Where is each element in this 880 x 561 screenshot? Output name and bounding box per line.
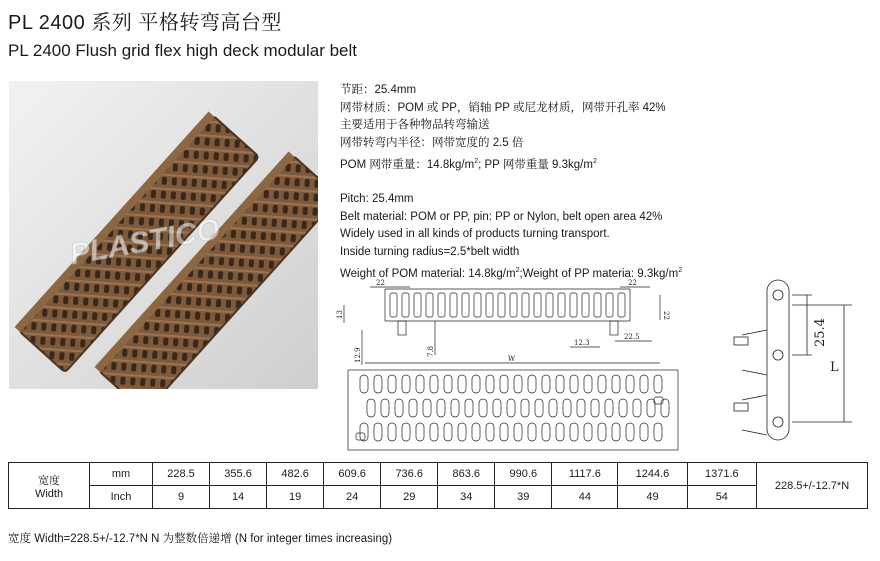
spec-pitch-cn: 节距：25.4mm [340, 84, 417, 96]
spec-usage-en: Widely used in all kinds of products turning transport. [340, 228, 610, 241]
specs-cn [340, 82, 666, 174]
page-title-en: PL 2400 Flush grid flex high deck modular belt [8, 41, 358, 60]
table-cell: 1244.6 [618, 463, 687, 486]
dim-22-left: 22 [376, 279, 385, 287]
spec-weight-en: Weight of POM material: $14.8kg/m^2;Weight$ of PP materia: $9.3kg/m^2$ [340, 266, 683, 280]
dim-l: L [830, 360, 839, 375]
photo-watermark: PLASTICO [67, 212, 223, 272]
spec-material-en: Belt material: POM or PP, pin: PP or Nylon, belt open area 42% [340, 210, 663, 223]
spec-usage-cn: 主要适用于各种物品转弯输送 [340, 119, 490, 132]
page-title-cn: PL 2400 系列 平格转弯高台型 [8, 12, 282, 34]
belt-technical-drawing [330, 275, 685, 457]
table-cell: 19 [267, 486, 324, 509]
table-cell: 34 [438, 486, 495, 509]
width-formula: 228.5+/-12.7*N [757, 463, 868, 509]
dim-12-3: 12.3 [574, 339, 590, 347]
table-cell: 990.6 [495, 463, 552, 486]
dim-22-side: 22 [662, 311, 670, 320]
belt-side-section-drawing [712, 275, 862, 447]
width-label-cn: 宽度 [38, 474, 60, 487]
dim-12-9: 12.9 [354, 347, 362, 363]
unit-mm: mm [90, 463, 153, 486]
table-cell: 609.6 [324, 463, 381, 486]
spec-pitch-en: Pitch: 25.4mm [340, 193, 414, 205]
spec-radius-en: Inside turning radius=2.5*belt width [340, 246, 520, 259]
dim-13: 13 [336, 310, 344, 319]
spec-material-cn: 网带材质：POM 或 PP，销轴 PP 或尼龙材质，网带开孔率 42% [340, 101, 666, 114]
dim-22-5: 22.5 [624, 333, 640, 341]
table-cell: 1371.6 [687, 463, 756, 486]
dim-7-8: 7.8 [427, 345, 435, 357]
table-cell: 482.6 [267, 463, 324, 486]
table-cell: 49 [618, 486, 687, 509]
table-cell: 863.6 [438, 463, 495, 486]
table-cell: 39 [495, 486, 552, 509]
table-cell: 355.6 [210, 463, 267, 486]
width-table [8, 462, 868, 509]
table-cell: 9 [153, 486, 210, 509]
table-cell: 54 [687, 486, 756, 509]
footer-note: 宽度 Width=228.5+/-12.7*N N 为整数倍递增 (N for integer times increasing) [8, 533, 393, 545]
table-cell: 24 [324, 486, 381, 509]
table-cell: 14 [210, 486, 267, 509]
table-cell: 44 [552, 486, 618, 509]
table-cell: 736.6 [381, 463, 438, 486]
belt-photo [9, 81, 318, 389]
spec-radius-cn: 网带转弯内半径：网带宽度的 2.5 倍 [340, 137, 524, 150]
table-cell: 29 [381, 486, 438, 509]
specs-en [340, 191, 682, 283]
dim-25-4: 25.4 [813, 318, 828, 347]
spec-weight-cn: POM 网带重量：$14.8kg/m^2$; PP 网带重量 $9.3kg/m^2$ [340, 157, 597, 171]
dim-22-right: 22 [628, 279, 637, 287]
unit-inch: Inch [90, 486, 153, 509]
width-label-cell [9, 463, 90, 509]
width-label-en: Width [34, 487, 64, 500]
dim-w: W [508, 355, 516, 363]
table-row-mm [9, 463, 868, 486]
table-cell: 228.5 [153, 463, 210, 486]
table-row-inch [9, 486, 868, 509]
table-cell: 1117.6 [552, 463, 618, 486]
